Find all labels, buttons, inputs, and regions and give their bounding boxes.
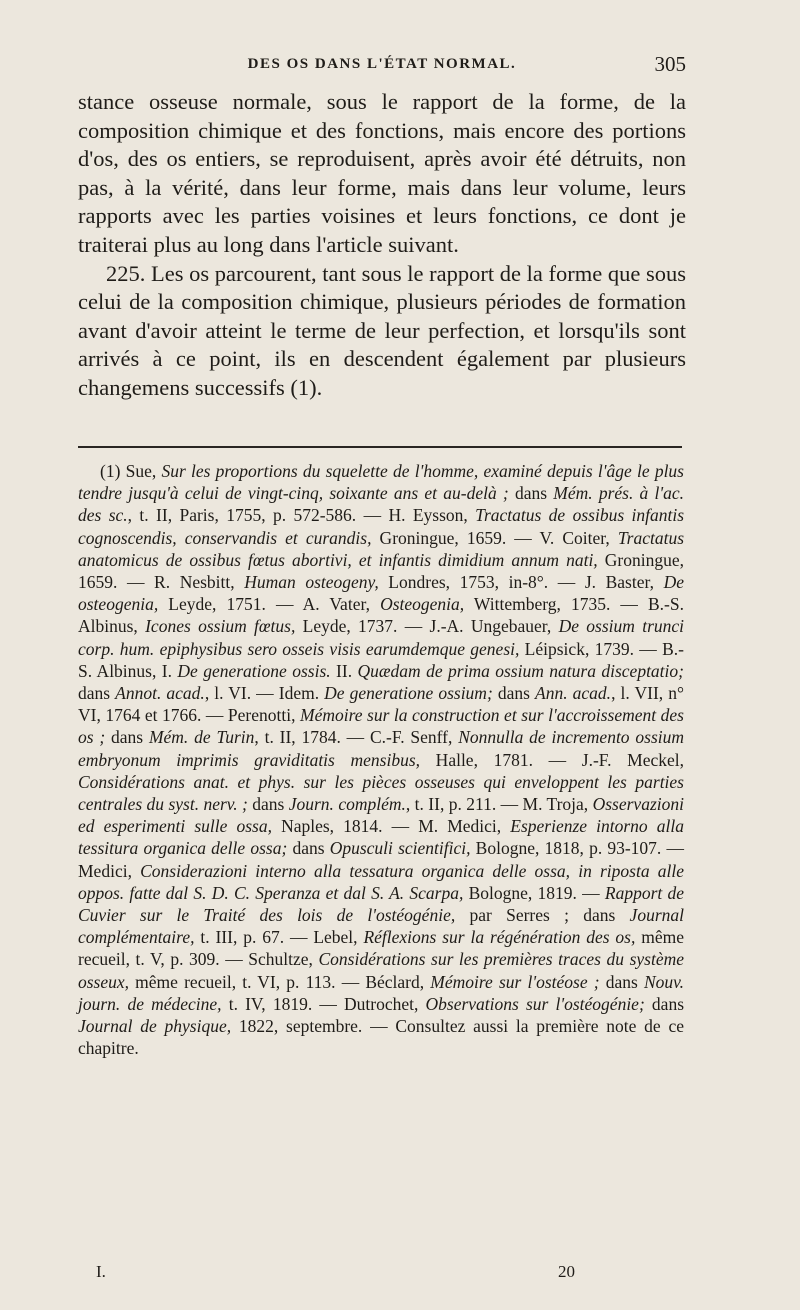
footnote-segment: même recueil, t. V, p. 309. — Schultze, — [78, 927, 685, 970]
footnote-segment: Wittemberg, 1735. — B.-S. Albinus, — [78, 594, 684, 637]
footnote-title: Esperienze intorno alla tessitura organica delle ossa; — [78, 816, 684, 859]
footnote-segment: Groningue, 1659. — R. Nesbitt, — [78, 549, 684, 593]
footnote-segment: Léipsick, 1739. — B.-S. Albinus, I. — [78, 638, 684, 681]
footnote-segment: par Serres ; dans — [455, 905, 630, 926]
footnote-segment: , t. II, p. 211. — M. Troja, — [405, 794, 593, 815]
footnote-segment: dans — [492, 683, 536, 704]
footnote-title: Mém. prés. à l'ac. des sc. — [78, 483, 684, 526]
footnote-segment: t. III, p. 67. — Lebel, — [194, 927, 364, 948]
footnote-segment: Groningue, 1659. — V. Coiter, — [371, 527, 618, 548]
footnote-segment: 1822, septembre. — Consultez aussi la première note de ce chapitre. — [78, 1016, 684, 1059]
sheet-number: 20 — [558, 1262, 575, 1281]
footnote — [78, 460, 684, 1059]
footnote-title: De osteogenia, — [78, 572, 684, 615]
printer-signature — [78, 1262, 686, 1286]
footnote-title: Opusculi scientifici, — [329, 838, 471, 859]
footnote-title: Nonnulla de incremento ossium embryonum imprimis graviditatis mensibus, — [78, 727, 685, 770]
footnote-segment: , t. II, 1784. — C.-F. Senff, — [254, 727, 459, 748]
footnote-segment: Naples, 1814. — M. Medici, — [271, 816, 511, 837]
main-text — [78, 88, 686, 403]
footnote-title: De ossium trunci corp. hum. epiphysibus sero osseis visis earumdemque genesi, — [78, 616, 685, 659]
footnote-title: Osservazioni ed esperimenti sulle ossa, — [78, 794, 684, 837]
footnote-title: Nouv. journ. de médecine, — [78, 971, 685, 1014]
footnote-segment: dans — [599, 971, 644, 992]
footnote-title: De generatione ossium; — [324, 683, 493, 704]
footnote-title: Mém. de Turin — [148, 727, 255, 748]
footnote-title: Tractatus de ossibus infantis cognoscendis, conservandis et curandis, — [78, 505, 685, 548]
footnote-segment: , t. II, Paris, 1755, p. 572-586. — H. Eysson, — [127, 505, 476, 526]
footnote-title: Mémoire sur la construction et sur l'accroissement des os ; — [78, 705, 684, 748]
footnote-segment: Bologne, 1819. — — [463, 882, 605, 903]
page-header — [78, 52, 686, 82]
footnote-title: Considérations anat. et phys. sur les pièces osseuses qui enveloppent les parties centrales du syst. nerv. ; — [78, 771, 684, 815]
footnote-segment: dans — [78, 683, 116, 704]
footnote-title: Quædam de prima ossium natura disceptatio; — [357, 660, 684, 681]
footnote-title: Rapport de Cuvier sur le Traité des lois de l'ostéogénie, — [78, 882, 684, 926]
footnote-segment: dans — [644, 993, 685, 1014]
footnote-title: Réflexions sur la régénération des os, — [363, 927, 636, 948]
footnote-title: Journal complémentaire, — [78, 905, 684, 948]
footnote-title: Journal de physique, — [78, 1016, 232, 1037]
footnote-marker: (1) — [100, 461, 121, 481]
footnote-title: Annot. acad. — [115, 683, 205, 704]
footnote-title: Sur les proportions du squelette de l'homme, examiné depuis l'âge le plus tendre jusqu'à celui de vingt-cinq, soixante ans et au-delà ; — [78, 461, 684, 504]
footnote-title: De generatione ossis. — [177, 660, 331, 681]
page-number: 305 — [654, 52, 686, 76]
footnote-title: Human osteogeny, — [244, 572, 379, 593]
footnote-segment: Londres, 1753, in-8°. — J. Baster, — [378, 572, 664, 593]
running-head: DES OS DANS L'ÉTAT NORMAL. — [247, 56, 517, 72]
footnote-title: Observations sur l'ostéogénie; — [425, 993, 645, 1014]
footnote-segment: Bologne, 1818, p. 93-107. — Medici, — [78, 838, 684, 881]
footnote-title: Tractatus anatomicus de ossibus fœtus abortivi, et infantis dimidium annum nati, — [78, 527, 685, 570]
footnote-segment: , l. VII, n° VI, 1764 et 1766. — Perenotti, — [78, 683, 685, 726]
footnote-title: Considerazioni interno alla tessatura organica delle ossa, in riposta alle oppos. fatte dal S. D. C. Speranza et dal S. A. Scarpa, — [78, 860, 684, 903]
footnote-segment: , l. VI. — Idem. — [204, 683, 325, 704]
footnote-title: Ann. acad. — [535, 683, 612, 704]
paragraph-225: 225. Les os parcourent, tant sous le rapport de la forme que sous celui de la composition chimique, plusieurs périodes de formation avant d'avoir atteint le terme de leur perfection, et lorsqu'ils sont arrivés à ce point, ils en descendent également par plusieurs changemens successifs (1). — [78, 260, 686, 400]
footnote-segment: dans — [247, 794, 289, 815]
footnote-title: Osteogenia, — [380, 594, 465, 615]
footnote-title: Mémoire sur l'ostéose ; — [430, 971, 600, 992]
footnote-segment: Sue, — [120, 461, 162, 481]
footnote-segment: dans — [105, 727, 149, 748]
footnote-segment: II. — [330, 660, 358, 681]
footnote-segment: t. IV, 1819. — Dutrochet, — [221, 993, 426, 1014]
footnote-segment: Leyde, 1737. — J.-A. Ungebauer, — [295, 616, 559, 637]
paragraph-continued: stance osseuse normale, sous le rapport de la forme, de la composition chimique et des fonctions, mais encore des portions d'os, des os entiers, se reproduisent, après avoir été détruits, non pas, à la vérité, dans leur forme, mais dans leur volume, leurs rapports avec les parties voisines et leurs fonctions, ce dont je traiterai plus au long dans l'article suivant. — [78, 89, 686, 257]
footnote-segment: Leyde, 1751. — A. Vater, — [158, 594, 381, 615]
volume-mark: I. — [96, 1262, 106, 1281]
footnote-title: Icones ossium fœtus, — [145, 616, 296, 637]
footnote-title: Journ. complém. — [288, 794, 406, 815]
footnote-segment: même recueil, t. VI, p. 113. — Béclard, — [129, 971, 431, 992]
footnote-divider — [78, 446, 682, 448]
footnote-title: Considérations sur les premières traces du système osseux, — [78, 949, 684, 992]
footnote-text — [78, 460, 684, 1059]
footnote-segment: dans — [287, 838, 330, 859]
footnote-segment: dans — [508, 483, 554, 504]
footnote-segment: Halle, 1781. — J.-F. Meckel, — [420, 749, 684, 770]
